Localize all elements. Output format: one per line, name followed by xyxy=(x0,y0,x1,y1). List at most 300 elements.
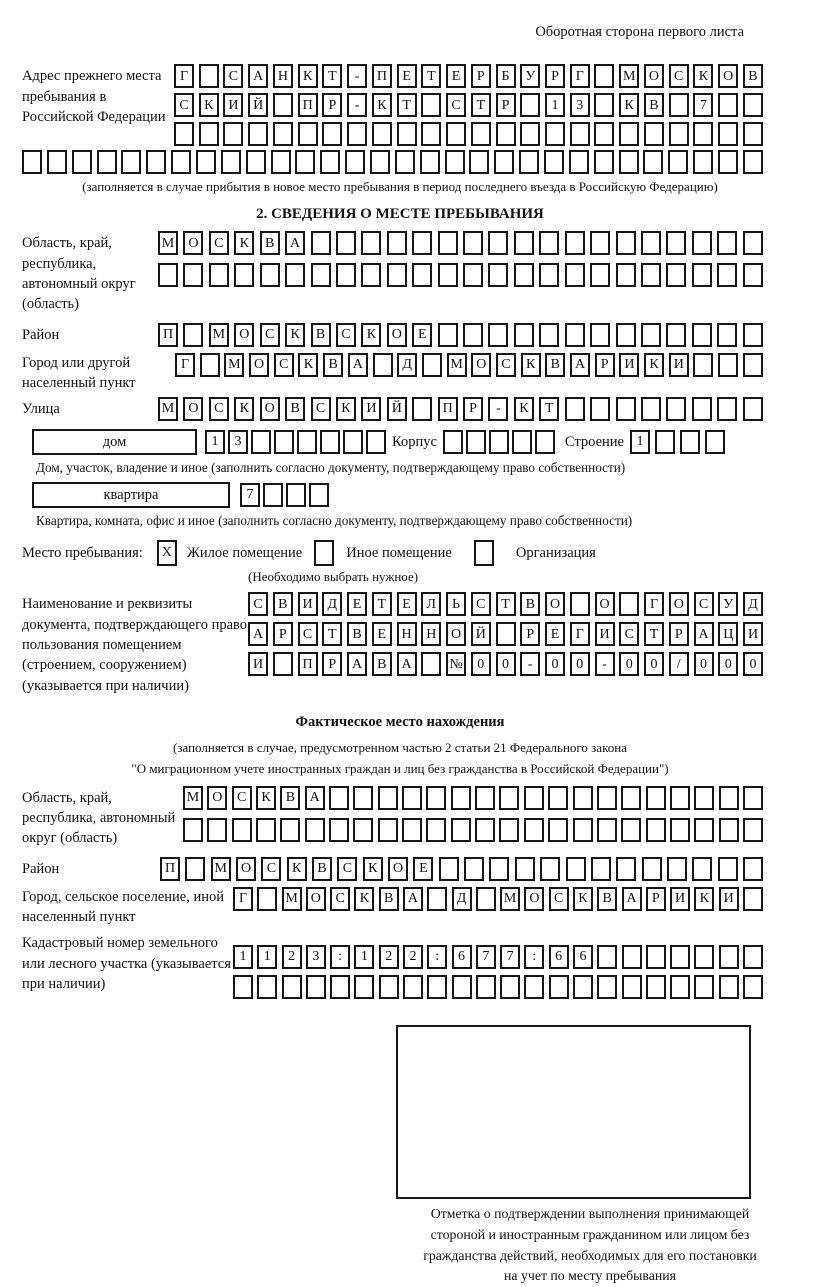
char-box[interactable] xyxy=(234,263,254,287)
char-box[interactable]: С xyxy=(298,622,318,646)
char-box[interactable] xyxy=(329,786,349,810)
char-box[interactable] xyxy=(514,323,534,347)
char-box[interactable]: О xyxy=(236,857,256,881)
char-box[interactable] xyxy=(343,430,363,454)
char-box[interactable]: Т xyxy=(322,64,342,88)
char-box[interactable] xyxy=(199,64,219,88)
char-box[interactable] xyxy=(719,945,739,969)
char-box[interactable]: В xyxy=(260,231,280,255)
char-box[interactable] xyxy=(72,150,92,174)
char-box[interactable] xyxy=(121,150,141,174)
char-box[interactable] xyxy=(616,323,636,347)
char-box[interactable] xyxy=(330,975,350,999)
char-box[interactable]: П xyxy=(298,93,318,117)
char-box[interactable] xyxy=(426,818,446,842)
char-box[interactable] xyxy=(565,263,585,287)
char-box[interactable]: 7 xyxy=(476,945,496,969)
char-box[interactable] xyxy=(666,231,686,255)
char-box[interactable]: М xyxy=(158,231,178,255)
char-box[interactable]: С xyxy=(337,857,357,881)
char-box[interactable] xyxy=(693,122,713,146)
char-box[interactable]: В xyxy=(273,592,293,616)
char-box[interactable] xyxy=(466,430,486,454)
char-box[interactable] xyxy=(616,263,636,287)
char-box[interactable] xyxy=(621,818,641,842)
char-box[interactable] xyxy=(597,786,617,810)
char-box[interactable] xyxy=(476,887,496,911)
char-box[interactable]: О xyxy=(260,397,280,421)
char-box[interactable] xyxy=(311,263,331,287)
char-box[interactable]: К xyxy=(199,93,219,117)
char-box[interactable]: Т xyxy=(471,93,491,117)
char-box[interactable]: К xyxy=(336,397,356,421)
stamp-area[interactable] xyxy=(396,1025,751,1199)
char-box[interactable] xyxy=(718,353,738,377)
char-box[interactable] xyxy=(271,150,291,174)
char-box[interactable] xyxy=(329,818,349,842)
char-box[interactable]: М xyxy=(211,857,231,881)
char-box[interactable] xyxy=(286,483,306,507)
char-box[interactable] xyxy=(263,483,283,507)
char-box[interactable]: К xyxy=(521,353,541,377)
char-box[interactable]: 1 xyxy=(233,945,253,969)
char-box[interactable]: В xyxy=(545,353,565,377)
char-box[interactable] xyxy=(743,857,763,881)
char-box[interactable]: 0 xyxy=(644,652,664,676)
char-box[interactable] xyxy=(717,263,737,287)
char-box[interactable]: Д xyxy=(322,592,342,616)
char-box[interactable]: С xyxy=(446,93,466,117)
char-box[interactable] xyxy=(693,150,713,174)
char-box[interactable]: П xyxy=(160,857,180,881)
char-box[interactable] xyxy=(669,122,689,146)
char-box[interactable] xyxy=(209,263,229,287)
char-box[interactable]: С xyxy=(174,93,194,117)
char-box[interactable] xyxy=(412,263,432,287)
char-box[interactable] xyxy=(743,887,763,911)
char-box[interactable] xyxy=(476,975,496,999)
char-box[interactable] xyxy=(421,122,441,146)
char-box[interactable] xyxy=(402,818,422,842)
char-box[interactable] xyxy=(590,231,610,255)
char-box[interactable] xyxy=(248,122,268,146)
char-box[interactable] xyxy=(232,818,252,842)
char-box[interactable]: А xyxy=(403,887,423,911)
char-box[interactable] xyxy=(183,818,203,842)
char-box[interactable]: Р xyxy=(496,93,516,117)
char-box[interactable]: В xyxy=(644,93,664,117)
char-box[interactable]: И xyxy=(361,397,381,421)
char-box[interactable]: Е xyxy=(397,64,417,88)
char-box[interactable] xyxy=(305,818,325,842)
char-box[interactable]: К xyxy=(298,353,318,377)
char-box[interactable] xyxy=(353,786,373,810)
char-box[interactable] xyxy=(451,818,471,842)
char-box[interactable]: К xyxy=(573,887,593,911)
char-box[interactable]: К xyxy=(287,857,307,881)
char-box[interactable] xyxy=(524,975,544,999)
char-box[interactable] xyxy=(223,122,243,146)
char-box[interactable]: Й xyxy=(387,397,407,421)
char-box[interactable] xyxy=(641,263,661,287)
char-box[interactable] xyxy=(549,975,569,999)
char-box[interactable]: П xyxy=(438,397,458,421)
char-box[interactable] xyxy=(421,93,441,117)
char-box[interactable] xyxy=(570,592,590,616)
char-box[interactable] xyxy=(515,857,535,881)
char-box[interactable]: № xyxy=(446,652,466,676)
char-box[interactable]: : xyxy=(330,945,350,969)
char-box[interactable] xyxy=(233,975,253,999)
char-box[interactable] xyxy=(366,430,386,454)
char-box[interactable]: О xyxy=(207,786,227,810)
char-box[interactable]: Р xyxy=(322,93,342,117)
char-box[interactable]: О xyxy=(387,323,407,347)
char-box[interactable] xyxy=(426,786,446,810)
char-box[interactable]: С xyxy=(232,786,252,810)
char-box[interactable] xyxy=(97,150,117,174)
char-box[interactable] xyxy=(353,818,373,842)
char-box[interactable] xyxy=(445,150,465,174)
char-box[interactable] xyxy=(185,857,205,881)
char-box[interactable]: С xyxy=(336,323,356,347)
char-box[interactable] xyxy=(306,975,326,999)
char-box[interactable]: 3 xyxy=(228,430,248,454)
char-box[interactable] xyxy=(309,483,329,507)
char-box[interactable]: М xyxy=(447,353,467,377)
char-box[interactable] xyxy=(494,150,514,174)
char-box[interactable] xyxy=(488,263,508,287)
char-box[interactable]: Й xyxy=(248,93,268,117)
char-box[interactable] xyxy=(619,592,639,616)
char-box[interactable]: В xyxy=(379,887,399,911)
char-box[interactable]: Р xyxy=(595,353,615,377)
char-box[interactable] xyxy=(622,945,642,969)
char-box[interactable]: Р xyxy=(520,622,540,646)
char-box[interactable]: Г xyxy=(175,353,195,377)
char-box[interactable] xyxy=(694,975,714,999)
char-box[interactable] xyxy=(207,818,227,842)
char-box[interactable] xyxy=(370,150,390,174)
char-box[interactable] xyxy=(273,652,293,676)
char-box[interactable]: С xyxy=(209,231,229,255)
char-box[interactable]: Т xyxy=(421,64,441,88)
char-box[interactable]: : xyxy=(524,945,544,969)
char-box[interactable]: В xyxy=(312,857,332,881)
residential-checkbox[interactable]: X xyxy=(157,540,177,566)
char-box[interactable]: К xyxy=(694,887,714,911)
char-box[interactable] xyxy=(743,263,763,287)
char-box[interactable]: Е xyxy=(446,64,466,88)
char-box[interactable]: О xyxy=(234,323,254,347)
char-box[interactable] xyxy=(565,231,585,255)
char-box[interactable]: А xyxy=(248,622,268,646)
char-box[interactable]: И xyxy=(595,622,615,646)
char-box[interactable]: О xyxy=(183,231,203,255)
char-box[interactable] xyxy=(644,122,664,146)
char-box[interactable] xyxy=(535,430,555,454)
char-box[interactable]: Г xyxy=(233,887,253,911)
char-box[interactable] xyxy=(643,150,663,174)
char-box[interactable]: К xyxy=(234,231,254,255)
char-box[interactable] xyxy=(488,323,508,347)
char-box[interactable] xyxy=(666,263,686,287)
char-box[interactable]: Г xyxy=(570,64,590,88)
char-box[interactable] xyxy=(641,231,661,255)
char-box[interactable]: В xyxy=(311,323,331,347)
char-box[interactable] xyxy=(692,857,712,881)
char-box[interactable] xyxy=(422,353,442,377)
char-box[interactable] xyxy=(666,397,686,421)
char-box[interactable] xyxy=(670,786,690,810)
char-box[interactable]: М xyxy=(183,786,203,810)
char-box[interactable] xyxy=(594,122,614,146)
char-box[interactable] xyxy=(591,857,611,881)
char-box[interactable]: А xyxy=(347,652,367,676)
char-box[interactable] xyxy=(475,786,495,810)
char-box[interactable] xyxy=(183,323,203,347)
char-box[interactable]: С xyxy=(471,592,491,616)
char-box[interactable] xyxy=(594,64,614,88)
char-box[interactable]: И xyxy=(248,652,268,676)
char-box[interactable]: Е xyxy=(372,622,392,646)
char-box[interactable] xyxy=(174,122,194,146)
char-box[interactable]: П xyxy=(372,64,392,88)
char-box[interactable]: М xyxy=(282,887,302,911)
char-box[interactable] xyxy=(694,818,714,842)
char-box[interactable]: А xyxy=(570,353,590,377)
char-box[interactable]: Т xyxy=(397,93,417,117)
char-box[interactable] xyxy=(246,150,266,174)
char-box[interactable] xyxy=(670,945,690,969)
char-box[interactable]: 0 xyxy=(496,652,516,676)
char-box[interactable] xyxy=(743,945,763,969)
char-box[interactable] xyxy=(718,150,738,174)
char-box[interactable] xyxy=(379,975,399,999)
char-box[interactable]: О xyxy=(545,592,565,616)
char-box[interactable] xyxy=(524,786,544,810)
char-box[interactable] xyxy=(420,150,440,174)
char-box[interactable]: Ь xyxy=(446,592,466,616)
char-box[interactable]: Е xyxy=(545,622,565,646)
char-box[interactable] xyxy=(622,975,642,999)
char-box[interactable]: Б xyxy=(496,64,516,88)
char-box[interactable] xyxy=(469,150,489,174)
char-box[interactable]: Р xyxy=(273,622,293,646)
char-box[interactable]: 2 xyxy=(379,945,399,969)
char-box[interactable] xyxy=(597,975,617,999)
char-box[interactable]: С xyxy=(311,397,331,421)
char-box[interactable]: 6 xyxy=(549,945,569,969)
char-box[interactable] xyxy=(717,231,737,255)
char-box[interactable]: О xyxy=(471,353,491,377)
char-box[interactable]: / xyxy=(669,652,689,676)
char-box[interactable] xyxy=(646,786,666,810)
char-box[interactable] xyxy=(471,122,491,146)
char-box[interactable] xyxy=(655,430,675,454)
char-box[interactable] xyxy=(438,323,458,347)
char-box[interactable]: О xyxy=(249,353,269,377)
char-box[interactable]: Г xyxy=(644,592,664,616)
char-box[interactable] xyxy=(566,857,586,881)
char-box[interactable]: В xyxy=(285,397,305,421)
char-box[interactable]: Т xyxy=(322,622,342,646)
char-box[interactable] xyxy=(361,231,381,255)
char-box[interactable] xyxy=(345,150,365,174)
char-box[interactable] xyxy=(621,786,641,810)
char-box[interactable] xyxy=(354,975,374,999)
char-box[interactable] xyxy=(421,652,441,676)
char-box[interactable] xyxy=(669,93,689,117)
char-box[interactable]: 0 xyxy=(718,652,738,676)
char-box[interactable] xyxy=(427,975,447,999)
char-box[interactable]: 1 xyxy=(354,945,374,969)
char-box[interactable] xyxy=(670,818,690,842)
char-box[interactable] xyxy=(257,887,277,911)
char-box[interactable] xyxy=(539,323,559,347)
char-box[interactable]: Т xyxy=(372,592,392,616)
char-box[interactable]: Р xyxy=(463,397,483,421)
char-box[interactable]: Д xyxy=(452,887,472,911)
char-box[interactable]: А xyxy=(622,887,642,911)
char-box[interactable] xyxy=(590,397,610,421)
house-type-box[interactable]: дом xyxy=(32,429,197,455)
char-box[interactable]: О xyxy=(446,622,466,646)
char-box[interactable] xyxy=(146,150,166,174)
char-box[interactable]: 0 xyxy=(694,652,714,676)
char-box[interactable] xyxy=(743,975,763,999)
char-box[interactable] xyxy=(499,818,519,842)
char-box[interactable]: М xyxy=(158,397,178,421)
char-box[interactable] xyxy=(183,263,203,287)
char-box[interactable]: К xyxy=(693,64,713,88)
char-box[interactable] xyxy=(496,622,516,646)
char-box[interactable] xyxy=(693,353,713,377)
char-box[interactable] xyxy=(594,150,614,174)
char-box[interactable] xyxy=(719,818,739,842)
char-box[interactable] xyxy=(692,263,712,287)
char-box[interactable]: 0 xyxy=(619,652,639,676)
char-box[interactable] xyxy=(298,122,318,146)
char-box[interactable] xyxy=(540,857,560,881)
char-box[interactable] xyxy=(539,263,559,287)
char-box[interactable] xyxy=(718,93,738,117)
char-box[interactable]: 0 xyxy=(545,652,565,676)
char-box[interactable] xyxy=(171,150,191,174)
char-box[interactable] xyxy=(336,263,356,287)
char-box[interactable] xyxy=(403,975,423,999)
char-box[interactable] xyxy=(718,857,738,881)
char-box[interactable]: 1 xyxy=(257,945,277,969)
char-box[interactable]: В xyxy=(597,887,617,911)
char-box[interactable] xyxy=(619,122,639,146)
char-box[interactable] xyxy=(464,857,484,881)
char-box[interactable]: Н xyxy=(397,622,417,646)
char-box[interactable] xyxy=(438,263,458,287)
char-box[interactable] xyxy=(320,150,340,174)
char-box[interactable] xyxy=(743,818,763,842)
char-box[interactable] xyxy=(646,975,666,999)
char-box[interactable]: С xyxy=(261,857,281,881)
char-box[interactable] xyxy=(641,397,661,421)
char-box[interactable] xyxy=(496,122,516,146)
char-box[interactable] xyxy=(743,122,763,146)
char-box[interactable] xyxy=(539,231,559,255)
char-box[interactable] xyxy=(297,430,317,454)
char-box[interactable]: О xyxy=(306,887,326,911)
char-box[interactable] xyxy=(692,323,712,347)
char-box[interactable] xyxy=(597,945,617,969)
char-box[interactable]: Н xyxy=(273,64,293,88)
char-box[interactable]: К xyxy=(363,857,383,881)
char-box[interactable]: С xyxy=(694,592,714,616)
char-box[interactable]: Е xyxy=(413,857,433,881)
char-box[interactable] xyxy=(668,150,688,174)
char-box[interactable] xyxy=(743,353,763,377)
char-box[interactable]: Ц xyxy=(718,622,738,646)
char-box[interactable]: 1 xyxy=(545,93,565,117)
char-box[interactable] xyxy=(743,397,763,421)
char-box[interactable]: И xyxy=(669,353,689,377)
char-box[interactable] xyxy=(500,975,520,999)
char-box[interactable]: Т xyxy=(539,397,559,421)
char-box[interactable]: Д xyxy=(743,592,763,616)
char-box[interactable] xyxy=(680,430,700,454)
char-box[interactable]: С xyxy=(274,353,294,377)
char-box[interactable]: С xyxy=(619,622,639,646)
char-box[interactable] xyxy=(619,150,639,174)
char-box[interactable]: О xyxy=(669,592,689,616)
char-box[interactable] xyxy=(378,818,398,842)
char-box[interactable]: Т xyxy=(644,622,664,646)
char-box[interactable]: А xyxy=(694,622,714,646)
char-box[interactable]: У xyxy=(718,592,738,616)
char-box[interactable]: 3 xyxy=(306,945,326,969)
char-box[interactable] xyxy=(439,857,459,881)
char-box[interactable]: С xyxy=(248,592,268,616)
char-box[interactable]: М xyxy=(224,353,244,377)
char-box[interactable] xyxy=(361,263,381,287)
char-box[interactable] xyxy=(311,231,331,255)
char-box[interactable]: А xyxy=(285,231,305,255)
char-box[interactable] xyxy=(395,150,415,174)
char-box[interactable]: В xyxy=(372,652,392,676)
char-box[interactable]: 0 xyxy=(471,652,491,676)
char-box[interactable] xyxy=(670,975,690,999)
char-box[interactable]: К xyxy=(256,786,276,810)
char-box[interactable] xyxy=(548,818,568,842)
char-box[interactable]: С xyxy=(669,64,689,88)
char-box[interactable] xyxy=(573,975,593,999)
char-box[interactable]: В xyxy=(347,622,367,646)
char-box[interactable] xyxy=(545,122,565,146)
char-box[interactable] xyxy=(273,122,293,146)
char-box[interactable] xyxy=(514,231,534,255)
char-box[interactable]: С xyxy=(496,353,516,377)
char-box[interactable] xyxy=(412,397,432,421)
char-box[interactable] xyxy=(463,263,483,287)
char-box[interactable] xyxy=(387,231,407,255)
char-box[interactable] xyxy=(544,150,564,174)
char-box[interactable]: 7 xyxy=(240,483,260,507)
char-box[interactable]: У xyxy=(520,64,540,88)
char-box[interactable]: Р xyxy=(669,622,689,646)
char-box[interactable] xyxy=(257,975,277,999)
char-box[interactable] xyxy=(520,93,540,117)
char-box[interactable] xyxy=(692,397,712,421)
char-box[interactable]: Д xyxy=(397,353,417,377)
char-box[interactable] xyxy=(616,397,636,421)
